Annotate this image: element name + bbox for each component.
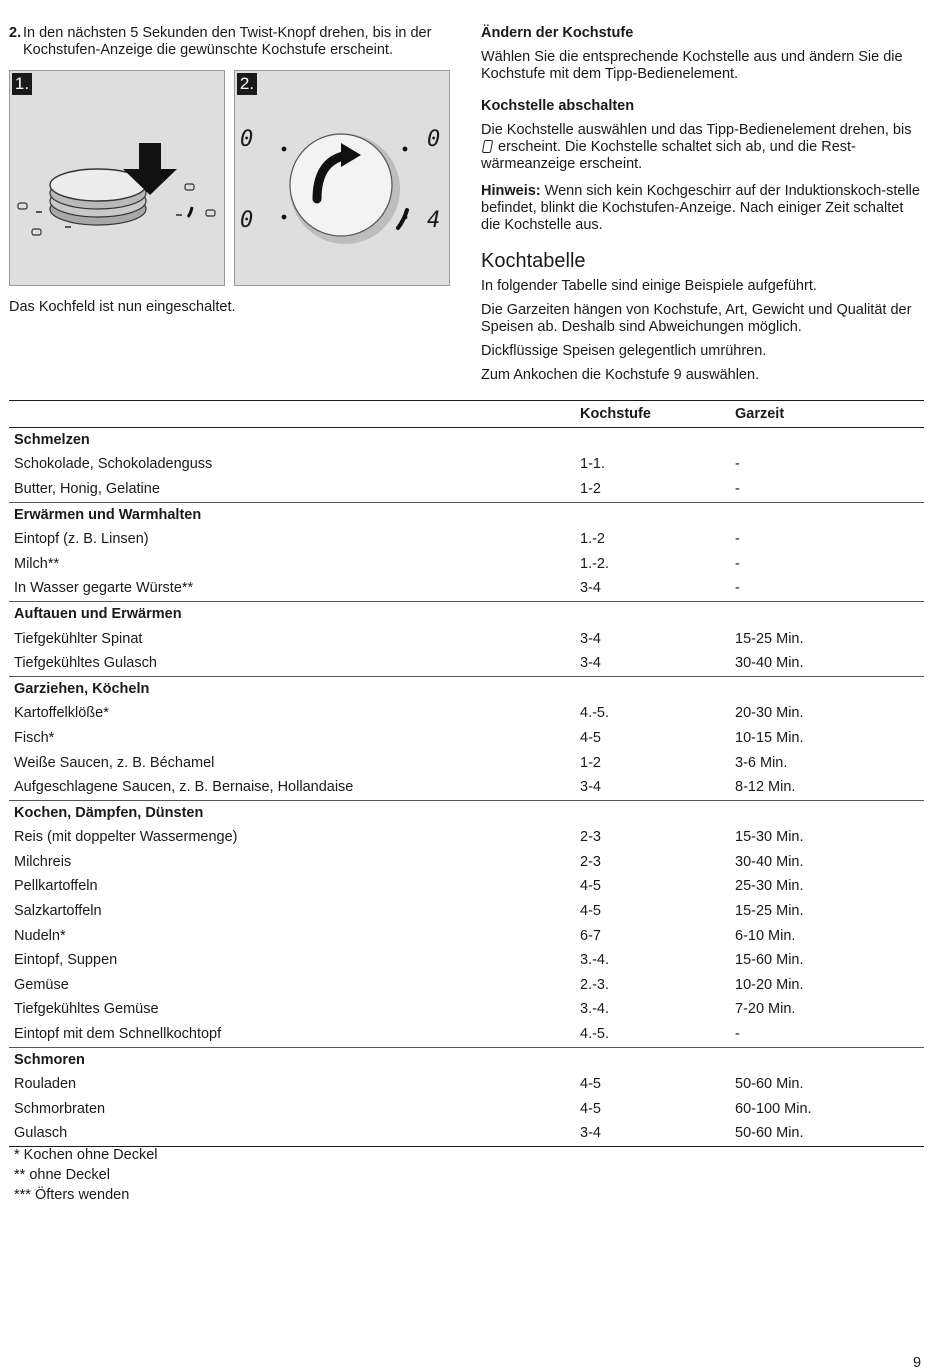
dish-cell: Reis (mit doppelter Wassermenge) bbox=[14, 829, 238, 846]
step-number: 2. bbox=[9, 25, 22, 41]
garzeit-cell: - bbox=[735, 1026, 740, 1043]
garzeit-cell: 6-10 Min. bbox=[735, 927, 796, 944]
table-row bbox=[9, 751, 924, 776]
hinweis-label: Hinweis: bbox=[481, 183, 541, 199]
dish-cell: Fisch* bbox=[14, 729, 55, 746]
garzeit-cell: 50-60 Min. bbox=[735, 1076, 804, 1093]
kochstufe-cell: 3-4 bbox=[580, 779, 601, 796]
table-row bbox=[9, 552, 924, 577]
page-number: 9 bbox=[913, 1355, 922, 1371]
category-label: Erwärmen und Warmhalten bbox=[9, 502, 924, 527]
header-garzeit: Garzeit bbox=[730, 401, 924, 428]
table-row bbox=[9, 726, 924, 751]
table-category-row bbox=[9, 676, 924, 701]
kochstufe-cell: 3-4 bbox=[575, 1122, 730, 1147]
table-header-row bbox=[9, 401, 924, 428]
footnote-2: ** ohne Deckel bbox=[14, 1167, 110, 1183]
dish-cell: Salzkartoffeln bbox=[14, 903, 102, 920]
kochstufe-cell: 3-4 bbox=[580, 655, 601, 672]
figure-rotate-knob bbox=[234, 70, 450, 286]
dish-cell: Butter, Honig, Gelatine bbox=[14, 480, 160, 497]
header-kochstufe: Kochstufe bbox=[575, 401, 730, 428]
table-row bbox=[9, 1072, 924, 1097]
knob-press-illustration bbox=[10, 71, 225, 286]
dish-cell: Milchreis bbox=[14, 853, 72, 870]
garzeit-cell: 10-20 Min. bbox=[735, 976, 804, 993]
kochstufe-cell: 6-7 bbox=[580, 927, 601, 944]
kochtabelle-intro-3: Dickflüssige Speisen gelegentlich umrühren. bbox=[481, 343, 767, 359]
section-title-abschalten: Kochstelle abschalten bbox=[481, 98, 635, 114]
dish-cell: Kartoffelklöße* bbox=[14, 705, 109, 722]
figure-press-knob bbox=[9, 70, 225, 286]
abschalten-text-b: erscheint. Die Kochstelle schaltet sich ab, und die Rest-wärmeanzeige erscheint. bbox=[481, 139, 856, 172]
kochstufe-cell: 3.-4. bbox=[580, 952, 610, 969]
cooking-table bbox=[9, 400, 924, 1147]
category-label: Garziehen, Köcheln bbox=[9, 676, 924, 701]
section-title-aendern: Ändern der Kochstufe bbox=[481, 25, 634, 41]
table-row bbox=[9, 924, 924, 949]
table-row bbox=[9, 627, 924, 652]
display-top-left: 0 bbox=[240, 127, 254, 152]
dish-cell: Gemüse bbox=[14, 976, 69, 993]
kochstufe-cell: 2.-3. bbox=[580, 976, 610, 993]
display-bottom-left: 0 bbox=[240, 208, 254, 233]
dish-cell: Eintopf, Suppen bbox=[14, 952, 118, 969]
kochtabelle-intro-4: Zum Ankochen die Kochstufe 9 auswählen. bbox=[481, 367, 760, 383]
kochstufe-cell: 2-3 bbox=[580, 853, 601, 870]
garzeit-cell: 15-25 Min. bbox=[735, 903, 804, 920]
table-category-row bbox=[9, 428, 924, 453]
category-label: Schmoren bbox=[9, 1047, 924, 1072]
dish-cell: Schmorbraten bbox=[14, 1100, 106, 1117]
footnote-1: * Kochen ohne Deckel bbox=[14, 1147, 158, 1163]
kochstufe-cell: 3.-4. bbox=[580, 1001, 610, 1018]
garzeit-cell: 60-100 Min. bbox=[735, 1100, 812, 1117]
table-row bbox=[9, 453, 924, 478]
section-text-aendern: Wählen Sie die entsprechende Kochstelle aus und ändern Sie die Kochstufe mit dem Tipp-Bedienelement. bbox=[481, 49, 903, 82]
step-text: In den nächsten 5 Sekunden den Twist-Knopf drehen, bis in der Kochstufen-Anzeige die gewünschte Kochstufe erscheint. bbox=[23, 25, 432, 58]
garzeit-cell: 20-30 Min. bbox=[735, 705, 804, 722]
kochtabelle-intro-2: Die Garzeiten hängen von Kochstufe, Art, Gewicht und Qualität der Speisen ab. Deshalb sind Abweichungen möglich. bbox=[481, 302, 912, 335]
table-category-row bbox=[9, 1047, 924, 1072]
garzeit-cell: 30-40 Min. bbox=[735, 655, 804, 672]
dish-cell: Aufgeschlagene Saucen, z. B. Bernaise, Hollandaise bbox=[14, 779, 354, 796]
garzeit-cell: 15-25 Min. bbox=[735, 630, 804, 647]
knob-rotate-illustration bbox=[235, 71, 450, 286]
dish-cell: Weiße Saucen, z. B. Béchamel bbox=[14, 754, 215, 771]
category-label: Auftauen und Erwärmen bbox=[9, 602, 924, 627]
kochstufe-cell: 1-2 bbox=[580, 480, 601, 497]
dish-cell: Eintopf mit dem Schnellkochtopf bbox=[14, 1026, 222, 1043]
dish-cell: In Wasser gegarte Würste** bbox=[14, 580, 194, 597]
garzeit-cell: 50-60 Min. bbox=[730, 1122, 924, 1147]
hinweis-note bbox=[481, 183, 926, 234]
section-text-abschalten bbox=[481, 122, 926, 173]
kochstufe-cell: 4.-5. bbox=[580, 705, 610, 722]
display-bottom-right: 4 bbox=[427, 208, 441, 233]
dish-cell: Nudeln* bbox=[14, 927, 66, 944]
figure-caption: Das Kochfeld ist nun eingeschaltet. bbox=[9, 299, 236, 315]
table-category-row bbox=[9, 602, 924, 627]
kochstufe-cell: 4-5 bbox=[580, 878, 601, 895]
display-top-right: 0 bbox=[427, 127, 441, 152]
kochstufe-cell: 1-1. bbox=[580, 456, 605, 473]
table-row bbox=[9, 998, 924, 1023]
dish-cell: Tiefgekühltes Gemüse bbox=[14, 1001, 159, 1018]
kochstufe-cell: 3-4 bbox=[580, 580, 601, 597]
table-category-row bbox=[9, 502, 924, 527]
dish-cell: Eintopf (z. B. Linsen) bbox=[14, 531, 149, 548]
kochstufe-cell: 4-5 bbox=[580, 1100, 601, 1117]
garzeit-cell: 15-30 Min. bbox=[735, 829, 804, 846]
garzeit-cell: - bbox=[735, 480, 740, 497]
table-row bbox=[9, 527, 924, 552]
figure-badge: 1. bbox=[12, 73, 32, 95]
table-row bbox=[9, 973, 924, 998]
garzeit-cell: 30-40 Min. bbox=[735, 853, 804, 870]
kochstufe-cell: 4-5 bbox=[580, 903, 601, 920]
dish-cell: Milch** bbox=[14, 555, 60, 572]
table-row bbox=[9, 477, 924, 502]
kochstufe-cell: 4.-5. bbox=[580, 1026, 610, 1043]
garzeit-cell: - bbox=[735, 531, 740, 548]
kochstufe-cell: 2-3 bbox=[580, 829, 601, 846]
table-row bbox=[9, 899, 924, 924]
garzeit-cell: 25-30 Min. bbox=[735, 878, 804, 895]
garzeit-cell: 10-15 Min. bbox=[735, 729, 804, 746]
dish-cell: Rouladen bbox=[14, 1076, 77, 1093]
header-dish bbox=[9, 401, 575, 428]
table-row bbox=[9, 948, 924, 973]
dish-cell: Tiefgekühltes Gulasch bbox=[14, 655, 157, 672]
table-row bbox=[9, 702, 924, 727]
table-body bbox=[9, 428, 924, 1147]
category-label: Kochen, Dämpfen, Dünsten bbox=[9, 800, 924, 825]
table-row bbox=[9, 850, 924, 875]
dish-cell: Pellkartoffeln bbox=[14, 878, 98, 895]
table-row bbox=[9, 577, 924, 602]
table-row bbox=[9, 1122, 924, 1147]
garzeit-cell: 7-20 Min. bbox=[735, 1001, 796, 1018]
abschalten-text-a: Die Kochstelle auswählen und das Tipp-Bedienelement drehen, bis bbox=[481, 122, 912, 138]
table-row bbox=[9, 651, 924, 676]
hinweis-text: Wenn sich kein Kochgeschirr auf der Induktionskoch-stelle befindet, blinkt die Kochstufen-Anzeige. Nach einiger Zeit schaltet die Kochstelle aus. bbox=[481, 183, 920, 233]
garzeit-cell: - bbox=[735, 580, 740, 597]
figure-badge: 2. bbox=[237, 73, 257, 95]
table-row bbox=[9, 1022, 924, 1047]
dish-cell: Schokolade, Schokoladenguss bbox=[14, 456, 213, 473]
kochtabelle-intro-1: In folgender Tabelle sind einige Beispiele aufgeführt. bbox=[481, 278, 817, 294]
table-row bbox=[9, 826, 924, 851]
kochstufe-cell: 4-5 bbox=[580, 1076, 601, 1093]
footnote-3: *** Öfters wenden bbox=[14, 1187, 130, 1203]
table-row bbox=[9, 775, 924, 800]
kochstufe-cell: 1.-2 bbox=[580, 531, 605, 548]
kochstufe-cell: 3-4 bbox=[580, 630, 601, 647]
garzeit-cell: 15-60 Min. bbox=[735, 952, 804, 969]
table-row bbox=[9, 875, 924, 900]
zero-display-icon bbox=[482, 140, 493, 153]
table-category-row bbox=[9, 800, 924, 825]
garzeit-cell: 3-6 Min. bbox=[735, 754, 788, 771]
kochstufe-cell: 1-2 bbox=[580, 754, 601, 771]
garzeit-cell: 8-12 Min. bbox=[735, 779, 796, 796]
category-label: Schmelzen bbox=[14, 431, 90, 448]
kochtabelle-title: Kochtabelle bbox=[481, 250, 586, 272]
dish-cell: Gulasch bbox=[9, 1122, 575, 1147]
garzeit-cell: - bbox=[735, 456, 740, 473]
dish-cell: Tiefgekühlter Spinat bbox=[14, 630, 143, 647]
table-row bbox=[9, 1097, 924, 1122]
garzeit-cell: - bbox=[735, 555, 740, 572]
kochstufe-cell: 4-5 bbox=[580, 729, 601, 746]
footnotes bbox=[14, 1145, 158, 1205]
kochstufe-cell: 1.-2. bbox=[580, 555, 610, 572]
